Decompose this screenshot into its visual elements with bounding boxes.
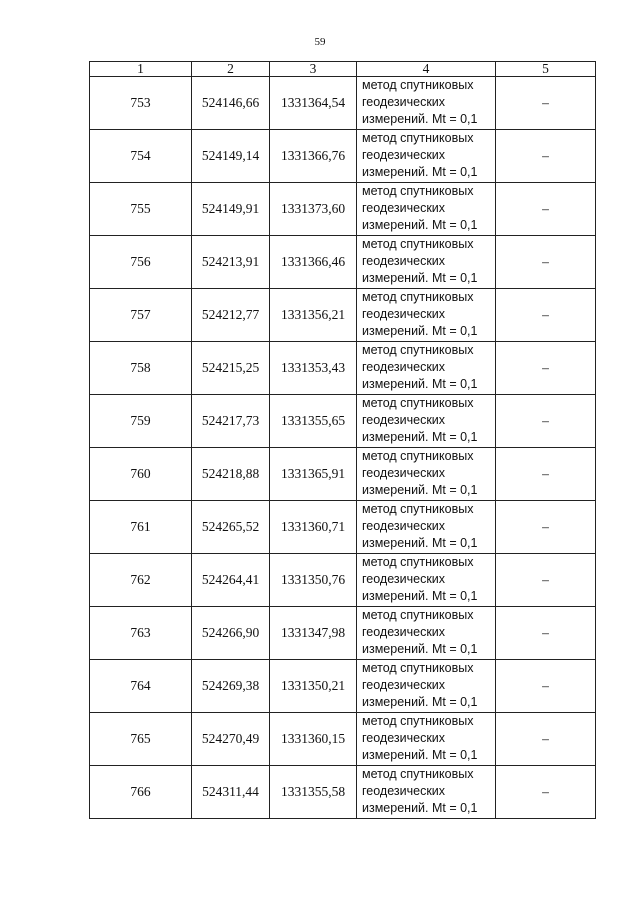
method-text-line: метод спутниковых [362, 343, 474, 357]
table-row [90, 448, 596, 501]
note-cell: – [496, 183, 596, 236]
note-cell: – [496, 554, 596, 607]
table-row [90, 183, 596, 236]
method-text-line: метод спутниковых [362, 290, 474, 304]
x-coordinate-cell: 524265,52 [192, 501, 270, 554]
note-cell: – [496, 289, 596, 342]
y-coordinate-cell: 1331347,98 [270, 607, 357, 660]
column-header-2: 2 [192, 62, 270, 77]
method-cell [357, 660, 496, 713]
method-text-line: геодезических [362, 466, 446, 480]
table-row [90, 554, 596, 607]
method-text-line: измерений. Mt = 0,1 [362, 430, 478, 444]
method-text-line: метод спутниковых [362, 237, 474, 251]
x-coordinate-cell: 524149,14 [192, 130, 270, 183]
method-text-line: геодезических [362, 572, 446, 586]
y-coordinate-cell: 1331364,54 [270, 77, 357, 130]
note-cell: – [496, 77, 596, 130]
y-coordinate-cell: 1331360,15 [270, 713, 357, 766]
y-coordinate-cell: 1331373,60 [270, 183, 357, 236]
y-coordinate-cell: 1331350,76 [270, 554, 357, 607]
x-coordinate-cell: 524218,88 [192, 448, 270, 501]
x-coordinate-cell: 524146,66 [192, 77, 270, 130]
note-cell: – [496, 236, 596, 289]
table-row [90, 501, 596, 554]
method-text-line: измерений. Mt = 0,1 [362, 377, 478, 391]
note-cell: – [496, 713, 596, 766]
method-text-line: геодезических [362, 307, 446, 321]
table-body [90, 77, 596, 819]
x-coordinate-cell: 524311,44 [192, 766, 270, 819]
method-text-line: метод спутниковых [362, 555, 474, 569]
method-text-line: измерений. Mt = 0,1 [362, 536, 478, 550]
column-header-1: 1 [90, 62, 192, 77]
method-cell [357, 448, 496, 501]
method-text-line: измерений. Mt = 0,1 [362, 642, 478, 656]
point-number-cell: 763 [90, 607, 192, 660]
note-cell: – [496, 660, 596, 713]
y-coordinate-cell: 1331366,76 [270, 130, 357, 183]
method-text-line: измерений. Mt = 0,1 [362, 483, 478, 497]
point-number-cell: 764 [90, 660, 192, 713]
method-text-line: измерений. Mt = 0,1 [362, 271, 478, 285]
note-cell: – [496, 342, 596, 395]
method-cell [357, 607, 496, 660]
note-cell: – [496, 766, 596, 819]
x-coordinate-cell: 524217,73 [192, 395, 270, 448]
method-text-line: измерений. Mt = 0,1 [362, 324, 478, 338]
method-text-line: метод спутниковых [362, 396, 474, 410]
page-number: 59 [314, 36, 326, 48]
table-row [90, 342, 596, 395]
method-cell [357, 554, 496, 607]
method-text-line: геодезических [362, 95, 446, 109]
method-cell [357, 130, 496, 183]
table-row [90, 660, 596, 713]
x-coordinate-cell: 524269,38 [192, 660, 270, 713]
table-row [90, 77, 596, 130]
column-header-3: 3 [270, 62, 357, 77]
x-coordinate-cell: 524149,91 [192, 183, 270, 236]
method-text-line: геодезических [362, 731, 446, 745]
y-coordinate-cell: 1331365,91 [270, 448, 357, 501]
note-cell: – [496, 607, 596, 660]
method-text-line: метод спутниковых [362, 767, 474, 781]
method-cell [357, 289, 496, 342]
table-row [90, 236, 596, 289]
method-text-line: геодезических [362, 254, 446, 268]
method-text-line: измерений. Mt = 0,1 [362, 589, 478, 603]
x-coordinate-cell: 524215,25 [192, 342, 270, 395]
x-coordinate-cell: 524212,77 [192, 289, 270, 342]
table-row [90, 130, 596, 183]
point-number-cell: 758 [90, 342, 192, 395]
method-text-line: измерений. Mt = 0,1 [362, 748, 478, 762]
note-cell: – [496, 395, 596, 448]
table-header-row [90, 62, 596, 77]
method-text-line: метод спутниковых [362, 184, 474, 198]
point-number-cell: 754 [90, 130, 192, 183]
y-coordinate-cell: 1331355,58 [270, 766, 357, 819]
y-coordinate-cell: 1331356,21 [270, 289, 357, 342]
point-number-cell: 760 [90, 448, 192, 501]
table-row [90, 607, 596, 660]
method-text-line: метод спутниковых [362, 608, 474, 622]
method-text-line: геодезических [362, 678, 446, 692]
point-number-cell: 757 [90, 289, 192, 342]
x-coordinate-cell: 524270,49 [192, 713, 270, 766]
method-text-line: геодезических [362, 360, 446, 374]
method-cell [357, 501, 496, 554]
method-text-line: измерений. Mt = 0,1 [362, 695, 478, 709]
method-cell [357, 77, 496, 130]
note-cell: – [496, 448, 596, 501]
column-header-4: 4 [357, 62, 496, 77]
method-cell [357, 766, 496, 819]
y-coordinate-cell: 1331366,46 [270, 236, 357, 289]
column-header-5: 5 [496, 62, 596, 77]
method-text-line: измерений. Mt = 0,1 [362, 165, 478, 179]
point-number-cell: 766 [90, 766, 192, 819]
method-cell [357, 236, 496, 289]
method-text-line: геодезических [362, 784, 446, 798]
point-number-cell: 762 [90, 554, 192, 607]
point-number-cell: 759 [90, 395, 192, 448]
note-cell: – [496, 501, 596, 554]
method-cell [357, 342, 496, 395]
y-coordinate-cell: 1331350,21 [270, 660, 357, 713]
method-text-line: измерений. Mt = 0,1 [362, 218, 478, 232]
x-coordinate-cell: 524264,41 [192, 554, 270, 607]
method-cell [357, 395, 496, 448]
table-row [90, 395, 596, 448]
y-coordinate-cell: 1331360,71 [270, 501, 357, 554]
point-number-cell: 756 [90, 236, 192, 289]
method-text-line: метод спутниковых [362, 661, 474, 675]
point-number-cell: 753 [90, 77, 192, 130]
method-text-line: метод спутниковых [362, 502, 474, 516]
method-text-line: метод спутниковых [362, 449, 474, 463]
point-number-cell: 765 [90, 713, 192, 766]
coordinates-table [89, 61, 596, 819]
table-row [90, 289, 596, 342]
method-cell [357, 713, 496, 766]
y-coordinate-cell: 1331355,65 [270, 395, 357, 448]
method-text-line: геодезических [362, 148, 446, 162]
method-text-line: метод спутниковых [362, 78, 474, 92]
method-text-line: измерений. Mt = 0,1 [362, 801, 478, 815]
method-cell [357, 183, 496, 236]
table-row [90, 766, 596, 819]
point-number-cell: 755 [90, 183, 192, 236]
method-text-line: геодезических [362, 519, 446, 533]
x-coordinate-cell: 524213,91 [192, 236, 270, 289]
note-cell: – [496, 130, 596, 183]
method-text-line: геодезических [362, 201, 446, 215]
method-text-line: метод спутниковых [362, 714, 474, 728]
x-coordinate-cell: 524266,90 [192, 607, 270, 660]
y-coordinate-cell: 1331353,43 [270, 342, 357, 395]
table-row [90, 713, 596, 766]
point-number-cell: 761 [90, 501, 192, 554]
method-text-line: метод спутниковых [362, 131, 474, 145]
method-text-line: геодезических [362, 625, 446, 639]
method-text-line: геодезических [362, 413, 446, 427]
method-text-line: измерений. Mt = 0,1 [362, 112, 478, 126]
